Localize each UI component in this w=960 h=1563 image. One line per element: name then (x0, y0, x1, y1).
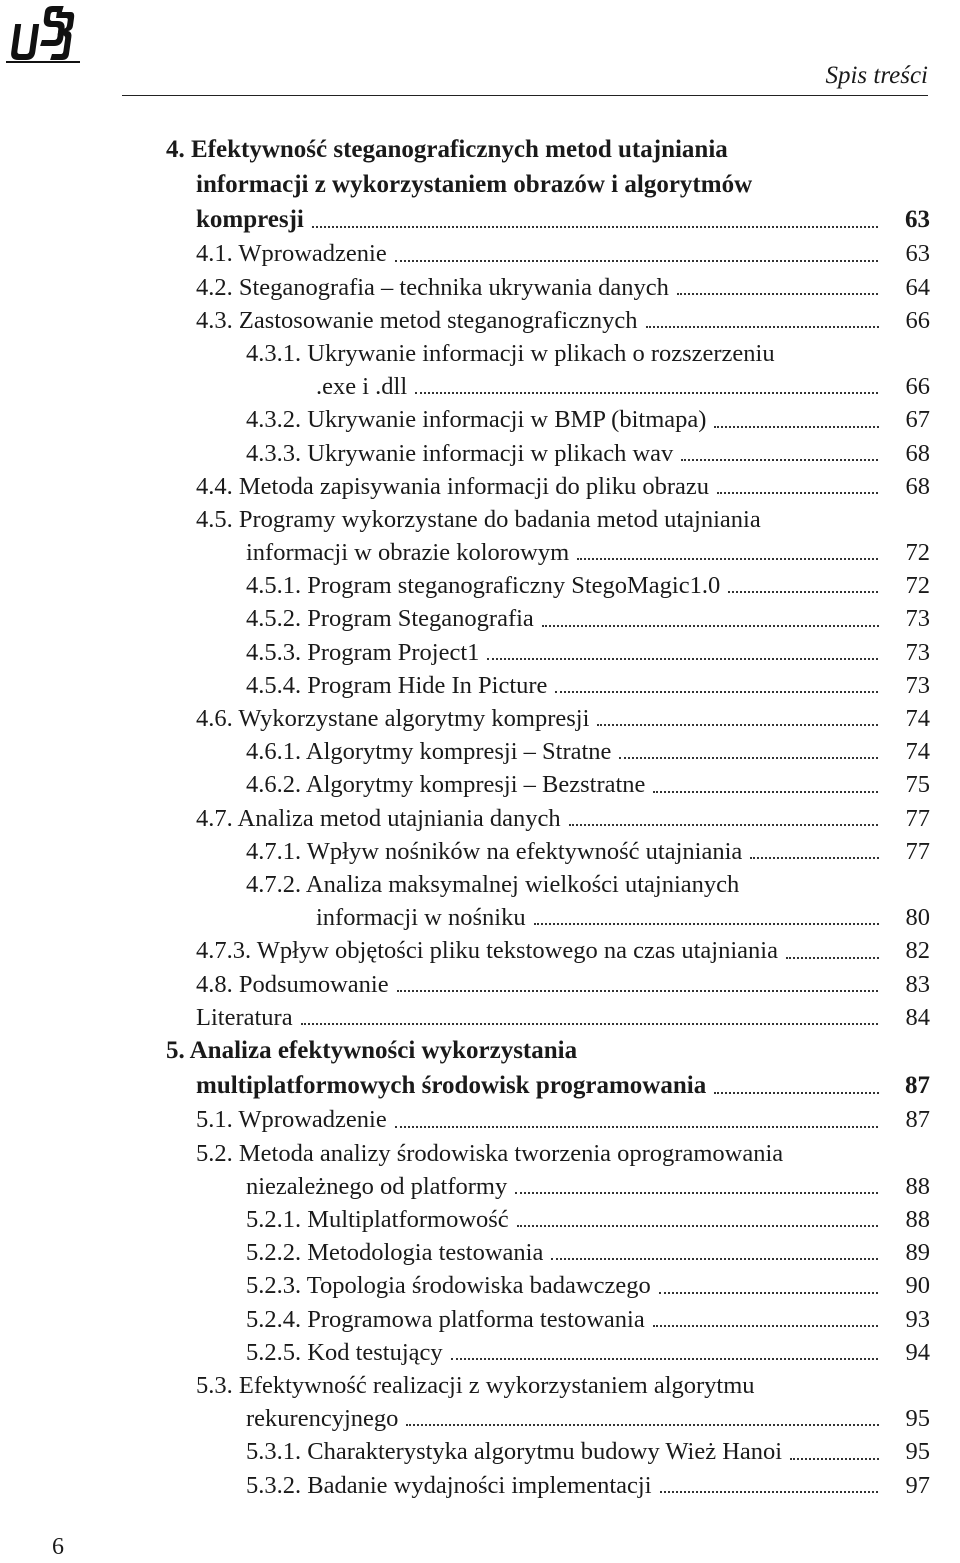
toc-entry-page: 97 (880, 1469, 930, 1502)
toc-entry-title: 4.5.3. Program Project1 (246, 639, 483, 666)
toc-entry-page: 73 (880, 669, 930, 702)
dot-leader (714, 1092, 882, 1094)
toc-entry (0, 968, 960, 1001)
page-number: 6 (52, 1534, 64, 1560)
toc-entry-page: 90 (880, 1269, 930, 1302)
toc-entry (0, 702, 960, 735)
toc-entry (0, 602, 960, 635)
toc-entry (0, 168, 960, 203)
toc-entry (0, 470, 960, 503)
toc-entry-title: informacji z wykorzystaniem obrazów i algorytmów (196, 171, 756, 198)
toc-entry-title: 4.4. Metoda zapisywania informacji do pliku obrazu (196, 473, 713, 500)
toc-entry-title: 5. Analiza efektywności wykorzystania (166, 1037, 581, 1064)
toc-entry-page: 87 (880, 1103, 930, 1136)
toc-entry-page: 73 (880, 602, 930, 635)
toc-entry (0, 1469, 960, 1502)
dot-leader (487, 658, 882, 660)
dot-leader (619, 757, 882, 759)
toc-entry-title: 5.3. Efektywność realizacji z wykorzystaniem algorytmu (196, 1372, 759, 1399)
toc-entry (0, 503, 960, 536)
toc-entry-title: multiplatformowych środowisk programowania (196, 1072, 710, 1099)
dot-leader (555, 691, 882, 693)
table-of-contents (0, 133, 960, 1502)
toc-entry-title: 4.5.2. Program Steganografia (246, 605, 538, 632)
toc-entry (0, 802, 960, 835)
toc-entry (0, 1369, 960, 1402)
toc-entry (0, 868, 960, 901)
dot-leader (395, 260, 882, 262)
toc-entry-page: 68 (880, 470, 930, 503)
toc-entry-title: 4.5. Programy wykorzystane do badania metod utajniania (196, 506, 765, 533)
toc-entry-page: 87 (880, 1069, 930, 1104)
dot-leader (728, 591, 882, 593)
toc-entry (0, 569, 960, 602)
toc-entry-title: 5.2. Metoda analizy środowiska tworzenia oprogramowania (196, 1140, 787, 1167)
toc-entry-title: 4.3.3. Ukrywanie informacji w plikach wav (246, 440, 677, 467)
toc-entry-page: 75 (880, 768, 930, 801)
toc-entry-page: 82 (880, 934, 930, 967)
dot-leader (597, 724, 882, 726)
toc-entry (0, 133, 960, 168)
toc-entry (0, 1069, 960, 1104)
toc-entry-page: 63 (880, 237, 930, 270)
toc-entry-title: 4.7.3. Wpływ objętości pliku tekstowego na czas utajniania (196, 937, 782, 964)
toc-entry-title: 4.5.1. Program steganograficzny StegoMagic1.0 (246, 572, 724, 599)
toc-entry (0, 1236, 960, 1269)
dot-leader (659, 1292, 882, 1294)
toc-entry-page: 89 (880, 1236, 930, 1269)
toc-entry-title: 4.3.1. Ukrywanie informacji w plikach o rozszerzeniu (246, 340, 779, 367)
toc-entry-page: 88 (880, 1203, 930, 1236)
dot-leader (569, 824, 882, 826)
toc-entry-title: 5.3.2. Badanie wydajności implementacji (246, 1472, 656, 1499)
toc-entry-page: 74 (880, 735, 930, 768)
dot-leader (395, 1126, 882, 1128)
toc-entry-page: 94 (880, 1336, 930, 1369)
toc-entry-page: 68 (880, 437, 930, 470)
dot-leader (717, 492, 882, 494)
toc-entry (0, 768, 960, 801)
toc-entry-page: 72 (880, 569, 930, 602)
toc-entry-page: 80 (880, 901, 930, 934)
toc-entry-page: 73 (880, 636, 930, 669)
toc-entry (0, 1203, 960, 1236)
dot-leader (750, 857, 882, 859)
toc-entry (0, 437, 960, 470)
toc-entry-title: 5.2.3. Topologia środowiska badawczego (246, 1272, 655, 1299)
toc-entry (0, 370, 960, 403)
toc-entry (0, 1336, 960, 1369)
dot-leader (415, 392, 882, 394)
dot-leader (577, 558, 882, 560)
toc-entry (0, 1001, 960, 1034)
toc-entry-title: 5.3.1. Charakterystyka algorytmu budowy Wież Hanoi (246, 1438, 786, 1465)
toc-entry-title: 5.1. Wprowadzenie (196, 1106, 391, 1133)
toc-entry-title: 5.2.5. Kod testujący (246, 1339, 447, 1366)
toc-entry-title: 4.6. Wykorzystane algorytmy kompresji (196, 705, 593, 732)
toc-entry-title: kompresji (196, 206, 308, 233)
toc-entry-page: 93 (880, 1303, 930, 1336)
toc-entry (0, 1303, 960, 1336)
dot-leader (646, 326, 882, 328)
toc-entry (0, 934, 960, 967)
dot-leader (515, 1192, 882, 1194)
toc-entry-title: 4.1. Wprowadzenie (196, 240, 391, 267)
toc-entry-page: 95 (880, 1402, 930, 1435)
toc-entry-page: 74 (880, 702, 930, 735)
toc-entry-page: 84 (880, 1001, 930, 1034)
toc-entry-title: 4.8. Podsumowanie (196, 971, 393, 998)
toc-entry-page: 66 (880, 304, 930, 337)
dot-leader (542, 625, 882, 627)
toc-entry (0, 337, 960, 370)
toc-entry-page: 77 (880, 802, 930, 835)
toc-entry (0, 203, 960, 238)
dot-leader (786, 957, 882, 959)
toc-entry (0, 1103, 960, 1136)
dot-leader (406, 1424, 882, 1426)
toc-entry (0, 1269, 960, 1302)
dot-leader (451, 1358, 882, 1360)
running-header-title: Spis treści (825, 62, 928, 89)
toc-entry-title: Literatura (196, 1004, 297, 1031)
toc-entry-title: 5.2.1. Multiplatformowość (246, 1206, 513, 1233)
dot-leader (681, 459, 882, 461)
toc-entry-title: rekurencyjnego (246, 1405, 402, 1432)
toc-entry-page: 63 (880, 203, 930, 238)
dot-leader (660, 1491, 882, 1493)
toc-entry-title: .exe i .dll (316, 373, 411, 400)
dot-leader (677, 293, 882, 295)
toc-entry-page: 72 (880, 536, 930, 569)
toc-entry-title: 4.6.1. Algorytmy kompresji – Stratne (246, 738, 615, 765)
dot-leader (397, 990, 882, 992)
toc-entry-title: 5.2.2. Metodologia testowania (246, 1239, 547, 1266)
toc-entry-title: 4.7.2. Analiza maksymalnej wielkości utajnianych (246, 871, 743, 898)
toc-entry-page: 66 (880, 370, 930, 403)
toc-entry (0, 1034, 960, 1069)
toc-entry (0, 304, 960, 337)
toc-entry (0, 237, 960, 270)
toc-entry-title: 4.2. Steganografia – technika ukrywania danych (196, 274, 673, 301)
dot-leader (551, 1258, 882, 1260)
toc-entry-page: 67 (880, 403, 930, 436)
toc-entry (0, 1170, 960, 1203)
toc-entry (0, 669, 960, 702)
toc-entry (0, 636, 960, 669)
toc-entry-title: 4. Efektywność steganograficznych metod utajniania (166, 136, 732, 163)
dot-leader (653, 791, 882, 793)
toc-entry (0, 1137, 960, 1170)
toc-entry-title: 4.6.2. Algorytmy kompresji – Bezstratne (246, 771, 649, 798)
toc-entry-page: 88 (880, 1170, 930, 1203)
header-rule (122, 95, 928, 96)
toc-entry-title: niezależnego od platformy (246, 1173, 511, 1200)
toc-entry-title: 5.2.4. Programowa platforma testowania (246, 1306, 649, 1333)
toc-entry-title: informacji w obrazie kolorowym (246, 539, 573, 566)
university-logo (6, 4, 80, 64)
dot-leader (714, 426, 882, 428)
toc-entry (0, 901, 960, 934)
toc-entry-page: 77 (880, 835, 930, 868)
dot-leader (312, 226, 882, 228)
dot-leader (534, 923, 882, 925)
toc-entry-page: 64 (880, 271, 930, 304)
toc-entry (0, 1435, 960, 1468)
dot-leader (653, 1325, 882, 1327)
toc-entry-title: 4.3. Zastosowanie metod steganograficznych (196, 307, 642, 334)
toc-entry (0, 835, 960, 868)
toc-entry-title: 4.7.1. Wpływ nośników na efektywność utajniania (246, 838, 746, 865)
dot-leader (790, 1458, 882, 1460)
toc-entry-title: 4.7. Analiza metod utajniania danych (196, 805, 565, 832)
toc-entry (0, 271, 960, 304)
dot-leader (517, 1225, 882, 1227)
toc-entry-title: 4.3.2. Ukrywanie informacji w BMP (bitmapa) (246, 406, 710, 433)
toc-entry (0, 536, 960, 569)
toc-entry-title: informacji w nośniku (316, 904, 530, 931)
dot-leader (301, 1023, 882, 1025)
toc-entry-page: 95 (880, 1435, 930, 1468)
toc-entry-page: 83 (880, 968, 930, 1001)
toc-entry (0, 403, 960, 436)
toc-entry (0, 1402, 960, 1435)
toc-entry (0, 735, 960, 768)
toc-entry-title: 4.5.4. Program Hide In Picture (246, 672, 551, 699)
